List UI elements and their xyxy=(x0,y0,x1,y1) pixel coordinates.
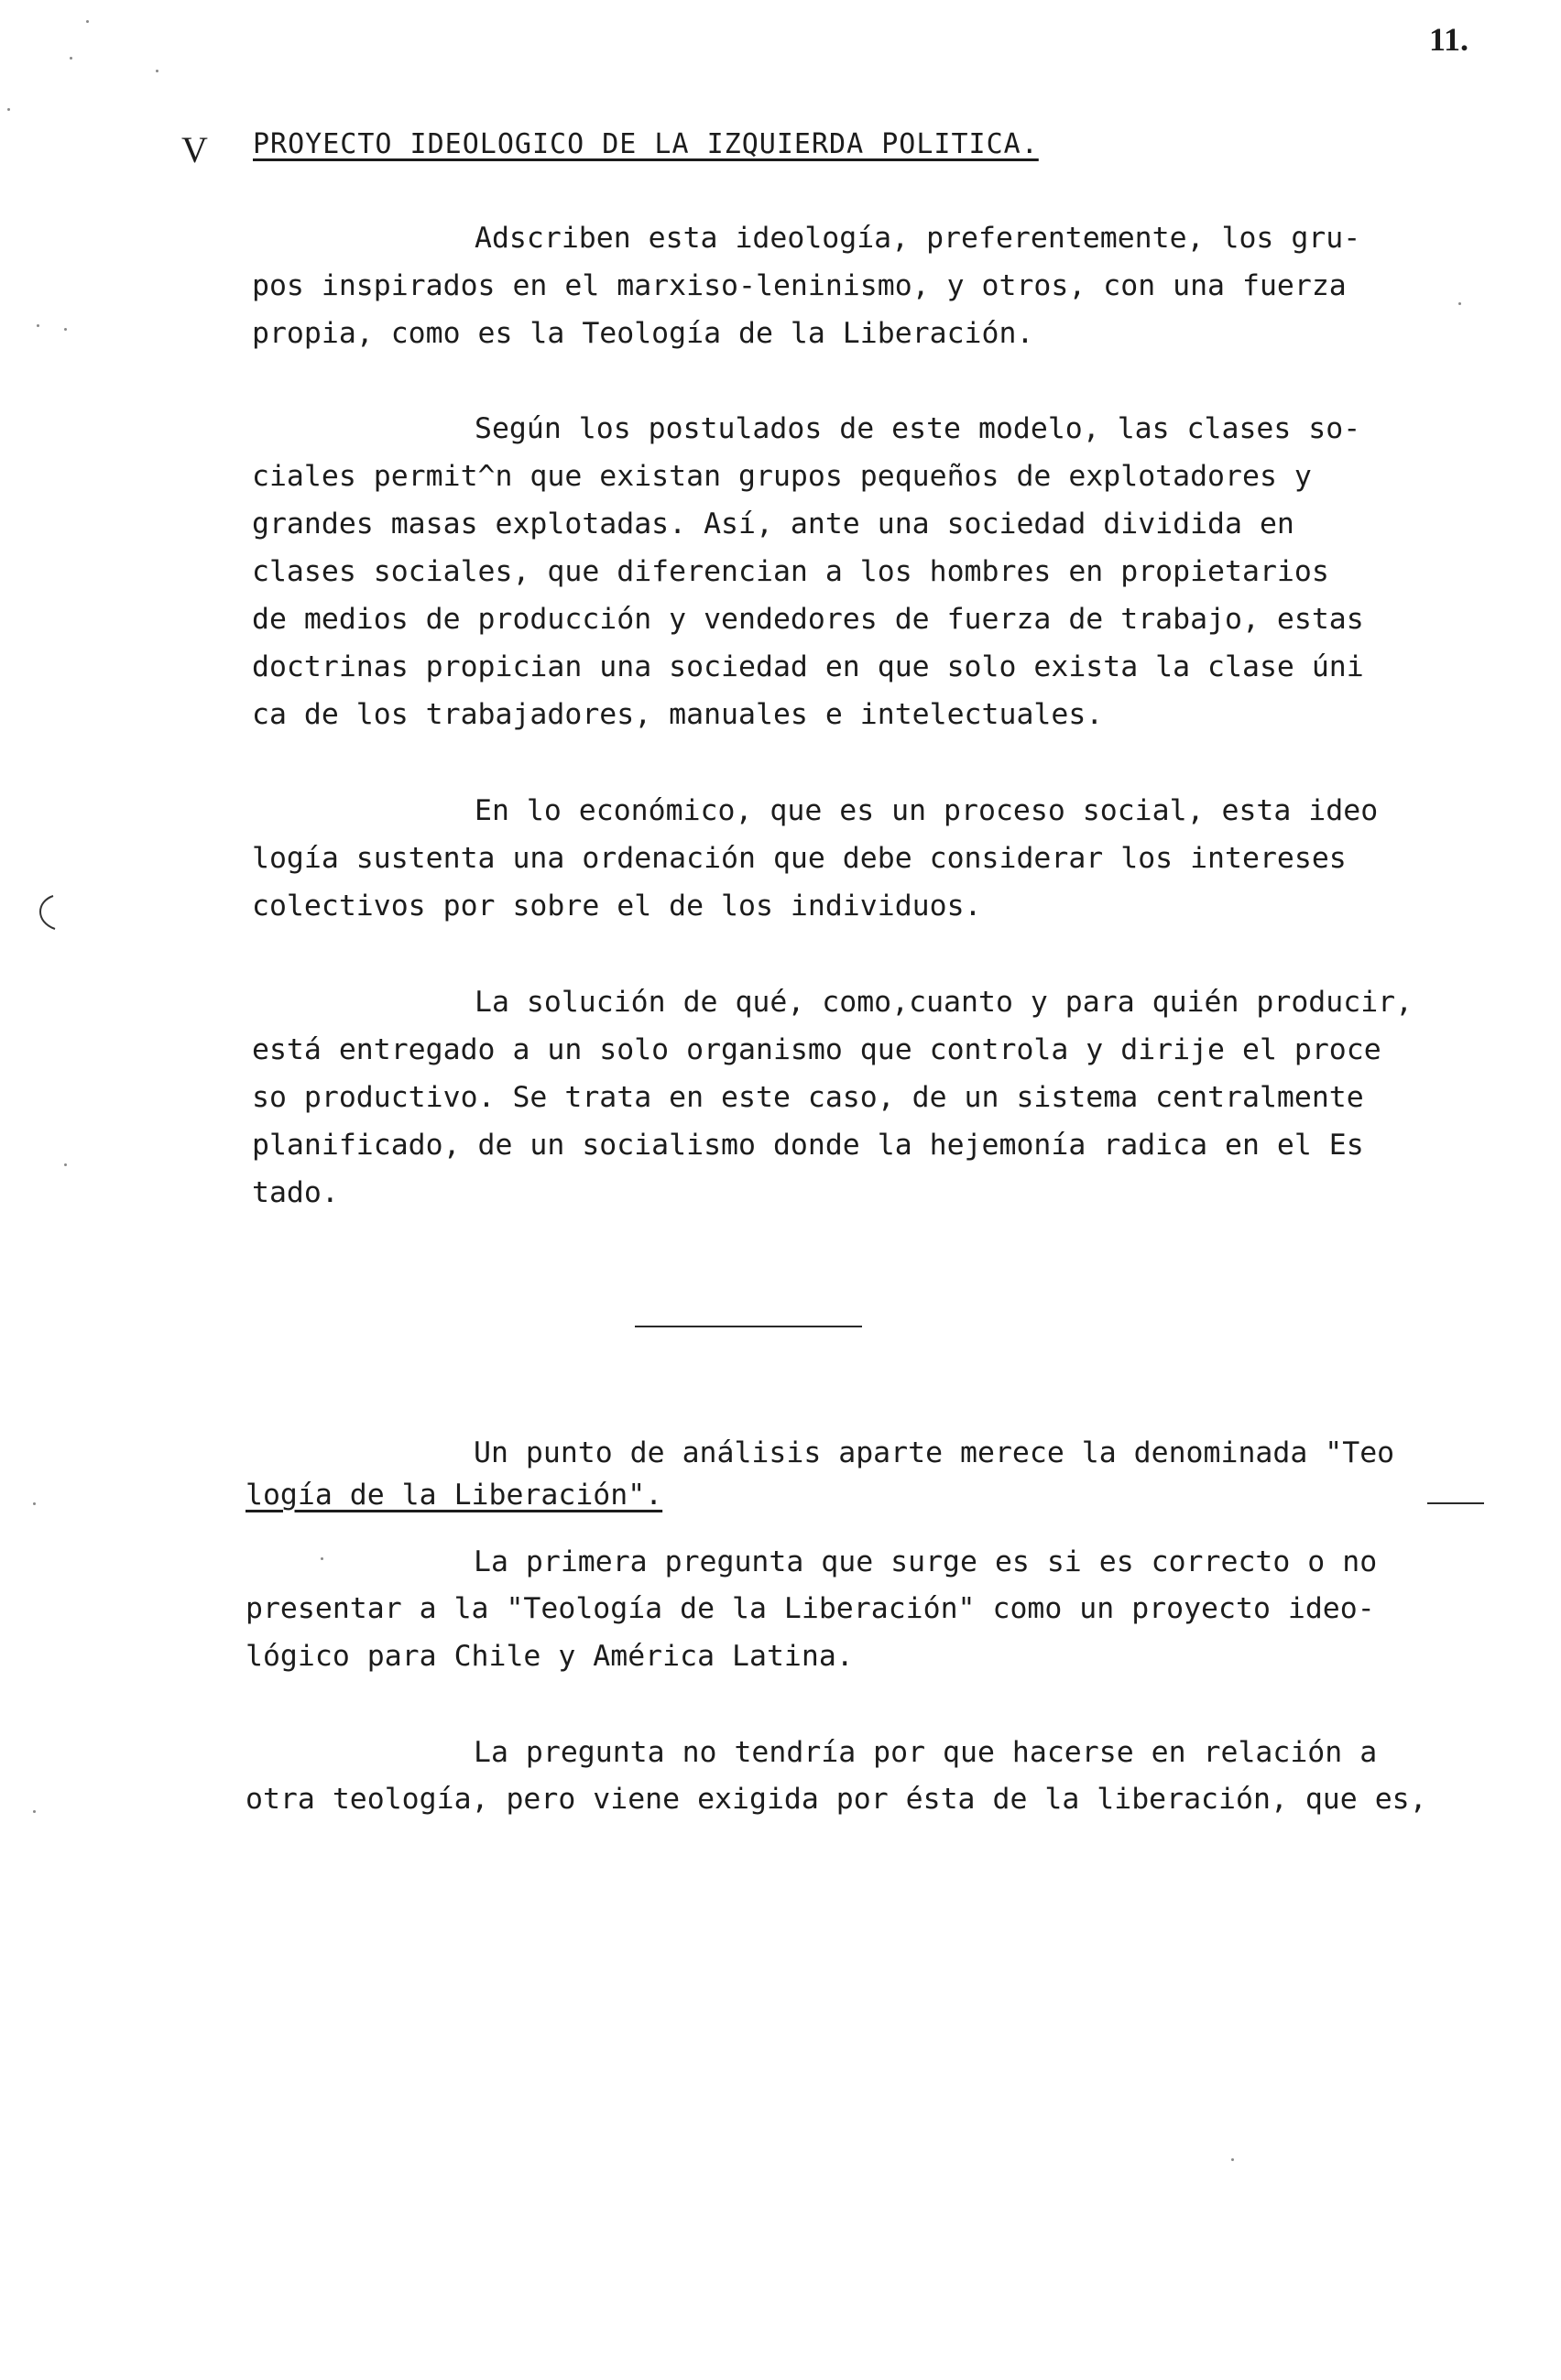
paragraph-line: logía sustenta una ordenación que debe considerar los intereses xyxy=(252,842,1347,875)
paragraph-line: grandes masas explotadas. Así, ante una sociedad dividida en xyxy=(252,508,1294,540)
margin-mark xyxy=(33,894,57,931)
paragraph-line: En lo económico, que es un proceso social, esta ideo xyxy=(475,794,1379,827)
paragraph-line: de medios de producción y vendedores de fuerza de trabajo, estas xyxy=(252,603,1364,636)
separator-rule xyxy=(635,1326,862,1327)
scan-speck xyxy=(70,57,72,60)
paragraph-line: colectivos por sobre el de los individuos. xyxy=(252,890,982,923)
paragraph-line: Un punto de análisis aparte merece la denominada "Teo xyxy=(474,1436,1395,1469)
scan-speck xyxy=(33,1502,36,1505)
scan-speck xyxy=(1231,2158,1234,2161)
paragraph-line: La primera pregunta que surge es si es correcto o no xyxy=(474,1545,1378,1578)
scan-speck xyxy=(1458,302,1461,305)
paragraph-line: clases sociales, que diferencian a los hombres en propietarios xyxy=(252,555,1329,588)
paragraph-line: ciales permit^n que existan grupos pequeños de explotadores y xyxy=(252,460,1312,493)
page-number: 11. xyxy=(1429,21,1469,58)
scan-speck xyxy=(321,1557,323,1560)
paragraph-line: Según los postulados de este modelo, las clases so- xyxy=(475,412,1361,445)
paragraph-line: La pregunta no tendría por que hacerse en relación a xyxy=(474,1736,1378,1769)
scan-speck xyxy=(156,70,158,72)
scan-speck xyxy=(64,328,67,331)
section-title: PROYECTO IDEOLOGICO DE LA IZQUIERDA POLITICA. xyxy=(253,128,1039,160)
paragraph-line: lógico para Chile y América Latina. xyxy=(246,1640,854,1673)
paragraph-line: propia, como es la Teología de la Liberación. xyxy=(252,317,1034,350)
paragraph-line: planificado, de un socialismo donde la hejemonía radica en el Es xyxy=(252,1129,1364,1162)
paragraph-line: Adscriben esta ideología, preferentemente, los gru- xyxy=(475,222,1361,255)
section-number: V xyxy=(181,129,208,170)
paragraph-line: presentar a la "Teología de la Liberación" como un proyecto ideo- xyxy=(246,1592,1375,1625)
scan-speck xyxy=(64,1163,67,1166)
scan-speck xyxy=(37,324,39,327)
paragraph-line: pos inspirados en el marxiso-leninismo, y otros, con una fuerza xyxy=(252,269,1347,302)
paragraph-line: ca de los trabajadores, manuales e intelectuales. xyxy=(252,698,1104,731)
paragraph-line: tado. xyxy=(252,1176,339,1209)
underline-mark xyxy=(1427,1502,1484,1504)
scan-speck xyxy=(33,1810,36,1813)
paragraph-line: doctrinas propician una sociedad en que solo exista la clase úni xyxy=(252,650,1364,683)
paragraph-line: so productivo. Se trata en este caso, de un sistema centralmente xyxy=(252,1081,1364,1114)
paragraph-line: logía de la Liberación". xyxy=(246,1479,663,1512)
paragraph-line: otra teología, pero viene exigida por ésta de la liberación, que es, xyxy=(246,1783,1427,1816)
scan-speck xyxy=(7,108,10,111)
paragraph-line: está entregado a un solo organismo que controla y dirije el proce xyxy=(252,1033,1381,1066)
paragraph-line: La solución de qué, como,cuanto y para quién producir, xyxy=(475,986,1414,1019)
scan-speck xyxy=(86,20,89,23)
